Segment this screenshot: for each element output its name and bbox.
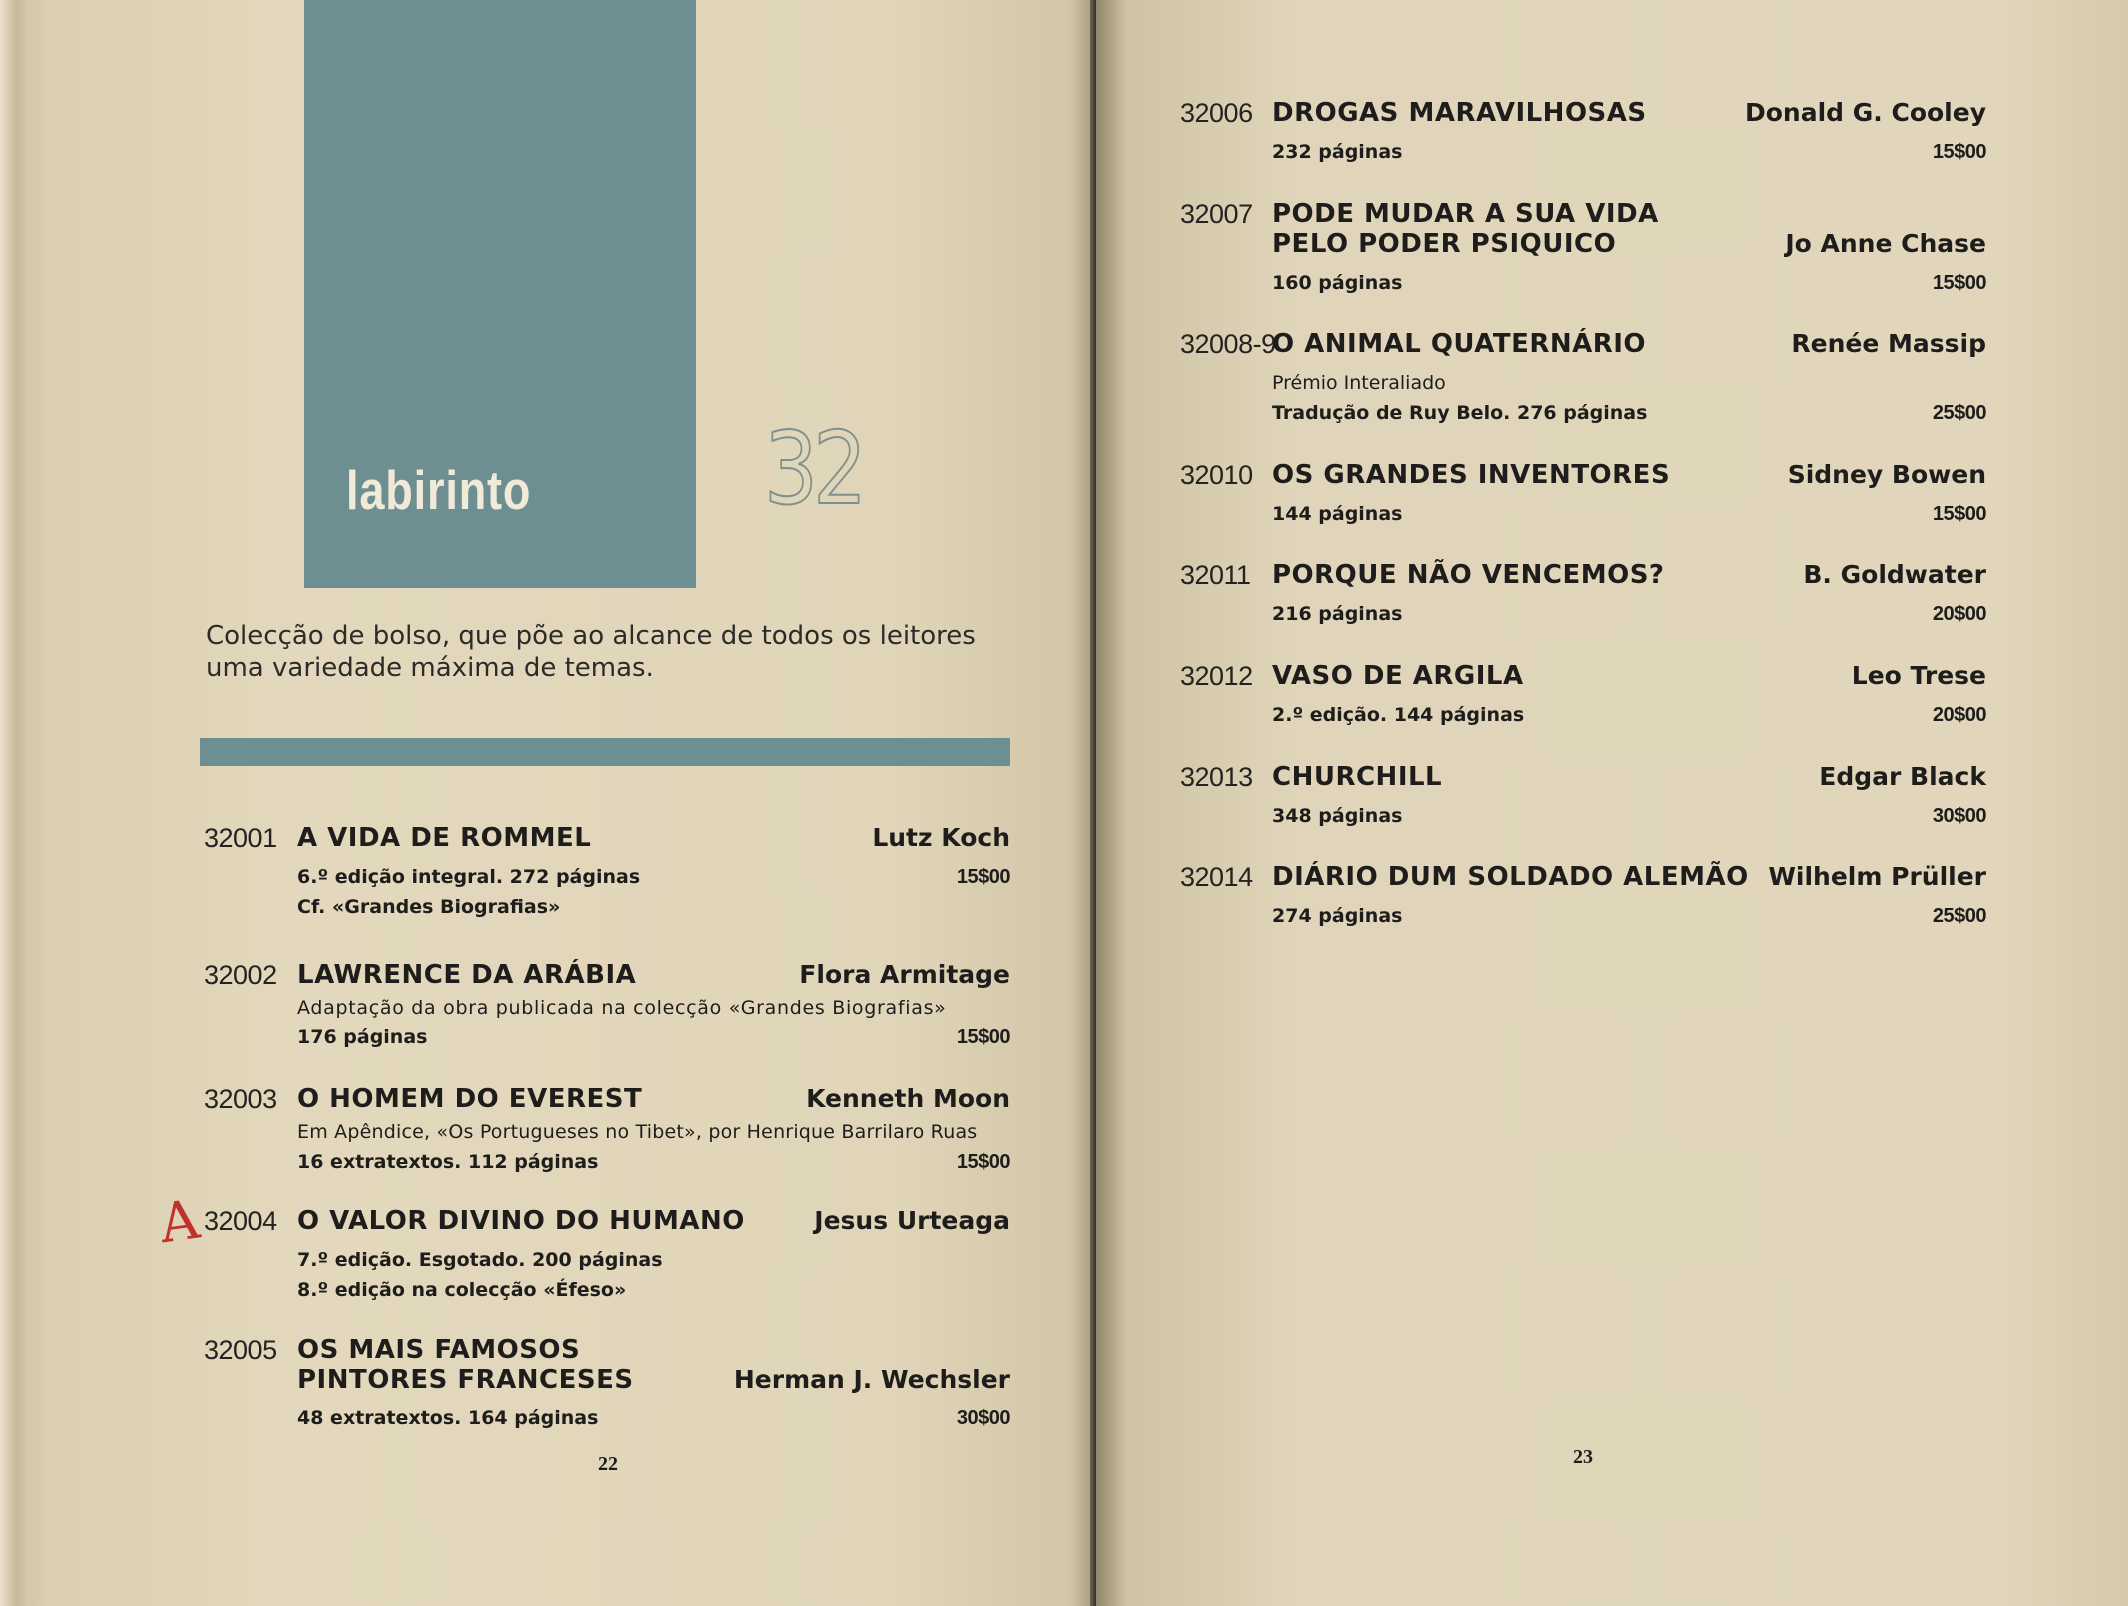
entry-detail: 2.º edição. 144 páginas bbox=[1272, 704, 1525, 726]
entry-title: OS GRANDES INVENTORES bbox=[1272, 460, 1671, 490]
entry-price: 20$00 bbox=[1932, 704, 1986, 726]
entry-author: B. Goldwater bbox=[1803, 560, 1986, 589]
entry-code: 32001 bbox=[204, 823, 277, 853]
entry-title: A VIDA DE ROMMEL bbox=[297, 823, 592, 853]
entry-author: Lutz Koch bbox=[872, 823, 1010, 852]
entry-author: Jesus Urteaga bbox=[814, 1206, 1010, 1235]
entry-code: 32008-9 bbox=[1180, 329, 1276, 359]
page-number: 23 bbox=[1573, 1446, 1593, 1468]
entry-title: O VALOR DIVINO DO HUMANO bbox=[297, 1206, 745, 1236]
entry-author: Leo Trese bbox=[1851, 661, 1986, 690]
entry-detail: 8.º edição na colecção «Éfeso» bbox=[297, 1279, 627, 1301]
page-number: 22 bbox=[598, 1453, 618, 1475]
entry-author: Herman J. Wechsler bbox=[733, 1365, 1010, 1394]
entry-title: PINTORES FRANCESES bbox=[297, 1365, 634, 1395]
entry-code: 32002 bbox=[204, 960, 277, 990]
entry-code: 32014 bbox=[1180, 862, 1253, 892]
entry-code: 32003 bbox=[204, 1084, 277, 1114]
handwritten-mark: A bbox=[155, 1187, 204, 1256]
entry-code: 32012 bbox=[1180, 661, 1253, 691]
entry-detail: 348 páginas bbox=[1272, 805, 1403, 827]
entry-price: 25$00 bbox=[1932, 905, 1986, 927]
entry-price: 15$00 bbox=[1932, 141, 1986, 163]
entry-detail: 216 páginas bbox=[1272, 603, 1403, 625]
right-page bbox=[1096, 0, 2128, 1606]
divider-bar bbox=[200, 738, 1010, 766]
entry-code: 32006 bbox=[1180, 98, 1253, 128]
entry-code: 32013 bbox=[1180, 762, 1253, 792]
entry-author: Sidney Bowen bbox=[1787, 460, 1986, 489]
entry-price: 30$00 bbox=[956, 1407, 1010, 1429]
entry-detail: Prémio Interaliado bbox=[1272, 372, 1446, 394]
entry-title: PELO PODER PSIQUICO bbox=[1272, 229, 1617, 259]
entry-price: 15$00 bbox=[1932, 503, 1986, 525]
entry-detail: 274 páginas bbox=[1272, 905, 1403, 927]
entry-price: 15$00 bbox=[956, 1151, 1010, 1173]
entry-author: Wilhelm Prüller bbox=[1768, 862, 1986, 891]
entry-price: 30$00 bbox=[1932, 805, 1986, 827]
entry-code: 32011 bbox=[1180, 560, 1251, 590]
entry-author: Edgar Black bbox=[1819, 762, 1986, 791]
entry-title: O HOMEM DO EVEREST bbox=[297, 1084, 643, 1114]
entry-price: 15$00 bbox=[1932, 272, 1986, 294]
entry-detail: 144 páginas bbox=[1272, 503, 1403, 525]
series-name: labirinto bbox=[346, 459, 532, 521]
entry-title: CHURCHILL bbox=[1272, 762, 1443, 792]
entry-detail: 6.º edição integral. 272 páginas bbox=[297, 866, 641, 888]
series-number: 32 bbox=[764, 410, 862, 527]
entry-detail: 16 extratextos. 112 páginas bbox=[297, 1151, 599, 1173]
entry-author: Kenneth Moon bbox=[806, 1084, 1010, 1113]
entry-detail: 48 extratextos. 164 páginas bbox=[297, 1407, 599, 1429]
entry-author: Renée Massip bbox=[1791, 329, 1986, 358]
entry-detail: Adaptação da obra publicada na colecção «Grandes Biografias» bbox=[297, 997, 947, 1019]
entry-title: O ANIMAL QUATERNÁRIO bbox=[1272, 329, 1647, 359]
entry-title: VASO DE ARGILA bbox=[1272, 661, 1524, 691]
entry-code: 32005 bbox=[204, 1335, 277, 1365]
entry-author: Jo Anne Chase bbox=[1785, 229, 1986, 258]
series-description: Colecção de bolso, que põe ao alcance de todos os leitores uma variedade máxima de temas. bbox=[206, 621, 976, 683]
entry-code: 32010 bbox=[1180, 460, 1253, 490]
entry-detail: 160 páginas bbox=[1272, 272, 1403, 294]
entry-detail: 7.º edição. Esgotado. 200 páginas bbox=[297, 1249, 663, 1271]
entry-detail: Cf. «Grandes Biografias» bbox=[297, 896, 561, 918]
entry-price: 25$00 bbox=[1932, 402, 1986, 424]
entry-price: 20$00 bbox=[1932, 603, 1986, 625]
entry-title: PORQUE NÃO VENCEMOS? bbox=[1272, 560, 1665, 590]
entry-detail: Em Apêndice, «Os Portugueses no Tibet», por Henrique Barrilaro Ruas bbox=[297, 1121, 978, 1143]
entry-code: 32004 bbox=[204, 1206, 277, 1236]
entry-detail: Tradução de Ruy Belo. 276 páginas bbox=[1272, 402, 1648, 424]
entry-title: LAWRENCE DA ARÁBIA bbox=[297, 960, 637, 990]
page-edge bbox=[0, 0, 28, 1606]
entry-title: OS MAIS FAMOSOS bbox=[297, 1335, 581, 1365]
entry-author: Flora Armitage bbox=[799, 960, 1010, 989]
entry-author: Donald G. Cooley bbox=[1744, 98, 1986, 127]
entry-detail: 232 páginas bbox=[1272, 141, 1403, 163]
entry-price: 15$00 bbox=[956, 866, 1010, 888]
entry-code: 32007 bbox=[1180, 199, 1253, 229]
entry-detail: 176 páginas bbox=[297, 1026, 428, 1048]
entry-title: PODE MUDAR A SUA VIDA bbox=[1272, 199, 1659, 229]
entry-title: DROGAS MARAVILHOSAS bbox=[1272, 98, 1647, 128]
entry-title: DIÁRIO DUM SOLDADO ALEMÃO bbox=[1272, 862, 1749, 892]
entry-price: 15$00 bbox=[956, 1026, 1010, 1048]
